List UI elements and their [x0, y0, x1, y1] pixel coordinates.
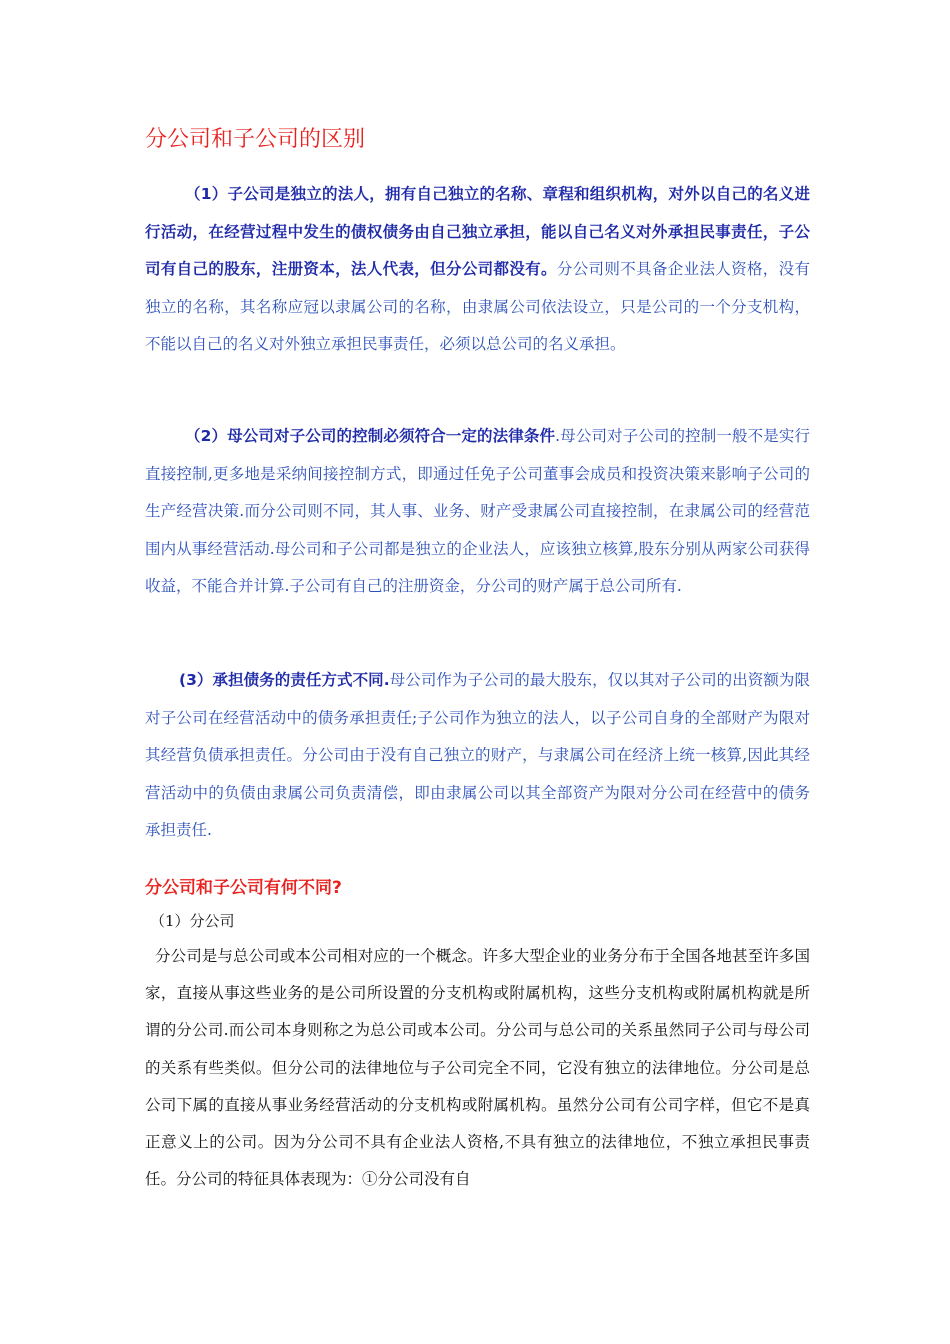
paragraph-3 — [145, 662, 810, 850]
paragraph-3-text: 母公司作为子公司的最大股东，仅以其对子公司的出资额为限对子公司在经营活动中的债务承担责任;子公司作为独立的法人，以子公司自身的全部财产为限对其经营负债承担责任。分公司由于没有自己独立的财产，与隶属公司在经济上统一核算,因此其经营活动中的负债由隶属公司负责清偿，即由隶属公司以其全部资产为限对分公司在经营中的债务承担责任. — [145, 671, 810, 839]
subsection-heading: （1）分公司 — [150, 912, 235, 930]
paragraph-1-bold: （1）子公司是独立的法人，拥有自己独立的名称、章程和组织机构，对外以自己的名义进行活动，在经营过程中发生的债权债务由自己独立承担，能以自己名义对外承担民事责任，子公司有自己的股东，注册资本，法人代表，但分公司都没有。 — [145, 185, 810, 278]
paragraph-2-bold: （2）母公司对子公司的控制必须符合一定的法律条件 — [185, 427, 556, 445]
paragraph-1 — [145, 176, 810, 364]
paragraph-3-bold: (3）承担债务的责任方式不同. — [179, 671, 390, 689]
body-paragraph: 分公司是与总公司或本公司相对应的一个概念。许多大型企业的业务分布于全国各地甚至许多国家，直接从事这些业务的是公司所设置的分支机构或附属机构，这些分支机构或附属机构就是所谓的分公司.而公司本身则称之为总公司或本公司。分公司与总公司的关系虽然同子公司与母公司的关系有些类似。但分公司的法律地位与子公司完全不同，它没有独立的法律地位。分公司是总公司下属的直接从事业务经营活动的分支机构或附属机构。虽然分公司有公司字样，但它不是真正意义上的公司。因为分公司不具有企业法人资格,不具有独立的法律地位，不独立承担民事责任。分公司的特征具体表现为：①分公司没有自 — [145, 947, 810, 1189]
section-heading: 分公司和子公司有何不同? — [145, 878, 342, 898]
page-title: 分公司和子公司的区别 — [145, 127, 366, 152]
paragraph-2 — [145, 418, 810, 606]
paragraph-1-text: 分公司则不具备企业法人资格，没有独立的名称，其名称应冠以隶属公司的名称，由隶属公司依法设立，只是公司的一个分支机构，不能以自己的名义对外独立承担民事责任，必须以总公司的名义承担。 — [145, 260, 810, 353]
paragraph-2-text: .母公司对子公司的控制一般不是实行直接控制,更多地是采纳间接控制方式，即通过任免子公司董事会成员和投资决策来影响子公司的生产经营决策.而分公司则不同，其人事、业务、财产受隶属公司直接控制，在隶属公司的经营范围内从事经营活动.母公司和子公司都是独立的企业法人，应该独立核算,股东分别从两家公司获得收益，不能合并计算.子公司有自己的注册资金，分公司的财产属于总公司所有. — [145, 427, 810, 595]
